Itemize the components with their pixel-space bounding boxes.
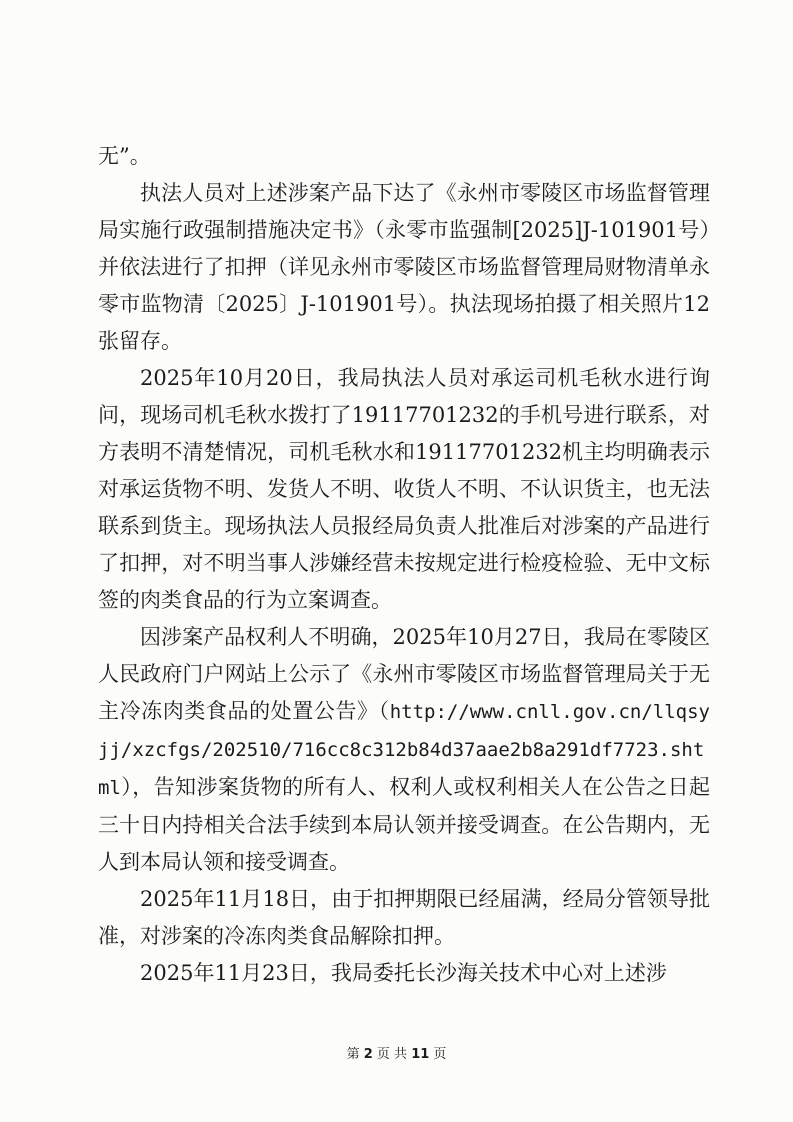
notice-text-after: ），告知涉案货物的所有人、权利人或权利相关人在公告之日起三十日内持相关合法手续到本局认领并接受调查。在公告期内，无人到本局认领和接受调查。 bbox=[98, 775, 710, 874]
footer-suffix: 页 bbox=[433, 1047, 447, 1062]
notice-url-link[interactable]: http://www.cnll.gov.cn/llqsyjj/xzcfgs/202510/716cc8c312b84d37aae2b8a291df7723.shtml bbox=[98, 701, 710, 799]
footer-middle: 页 共 bbox=[376, 1047, 408, 1062]
paragraph-enforcement-measures: 执法人员对上述涉案产品下达了《永州市零陵区市场监督管理局实施行政强制措施决定书》（永零市监强制[2025]J-101901号）并依法进行了扣押（详见永州市零陵区市场监督管理局财物清单永零市监物清〔2025〕J-101901号）。执法现场拍摄了相关照片12张留存。 bbox=[98, 181, 710, 353]
document-body bbox=[98, 138, 710, 992]
paragraph-release-seizure: 2025年11月18日，由于扣押期限已经届满，经局分管领导批准，对涉案的冷冻肉类食品解除扣押。 bbox=[98, 887, 710, 948]
current-page-number: 2 bbox=[363, 1047, 373, 1062]
paragraph-public-notice bbox=[98, 619, 710, 881]
notice-text-before: 因涉案产品权利人不明确，2025年10月27日，我局在零陵区人民政府门户网站上公示了《永州市零陵区市场监督管理局关于无主冷冻肉类食品的处置公告》（ bbox=[98, 625, 710, 723]
page-number-footer bbox=[0, 1043, 793, 1062]
paragraph-continuation: 无”。 bbox=[98, 144, 151, 168]
footer-prefix: 第 bbox=[346, 1047, 360, 1062]
total-pages-number: 11 bbox=[411, 1047, 430, 1062]
paragraph-inspection-commission: 2025年11月23日，我局委托长沙海关技术中心对上述涉 bbox=[140, 961, 667, 985]
paragraph-driver-inquiry: 2025年10月20日，我局执法人员对承运司机毛秋水进行询问，现场司机毛秋水拨打了19117701232的手机号进行联系，对方表明不清楚情况，司机毛秋水和19117701232机主均明确表示对承运货物不明、发货人不明、收货人不明、不认识货主，也无法联系到货主。现场执法人员报经局负责人批准后对涉案的产品进行了扣押，对不明当事人涉嫌经营未按规定进行检疫检验、无中文标签的肉类食品的行为立案调查。 bbox=[98, 366, 710, 612]
